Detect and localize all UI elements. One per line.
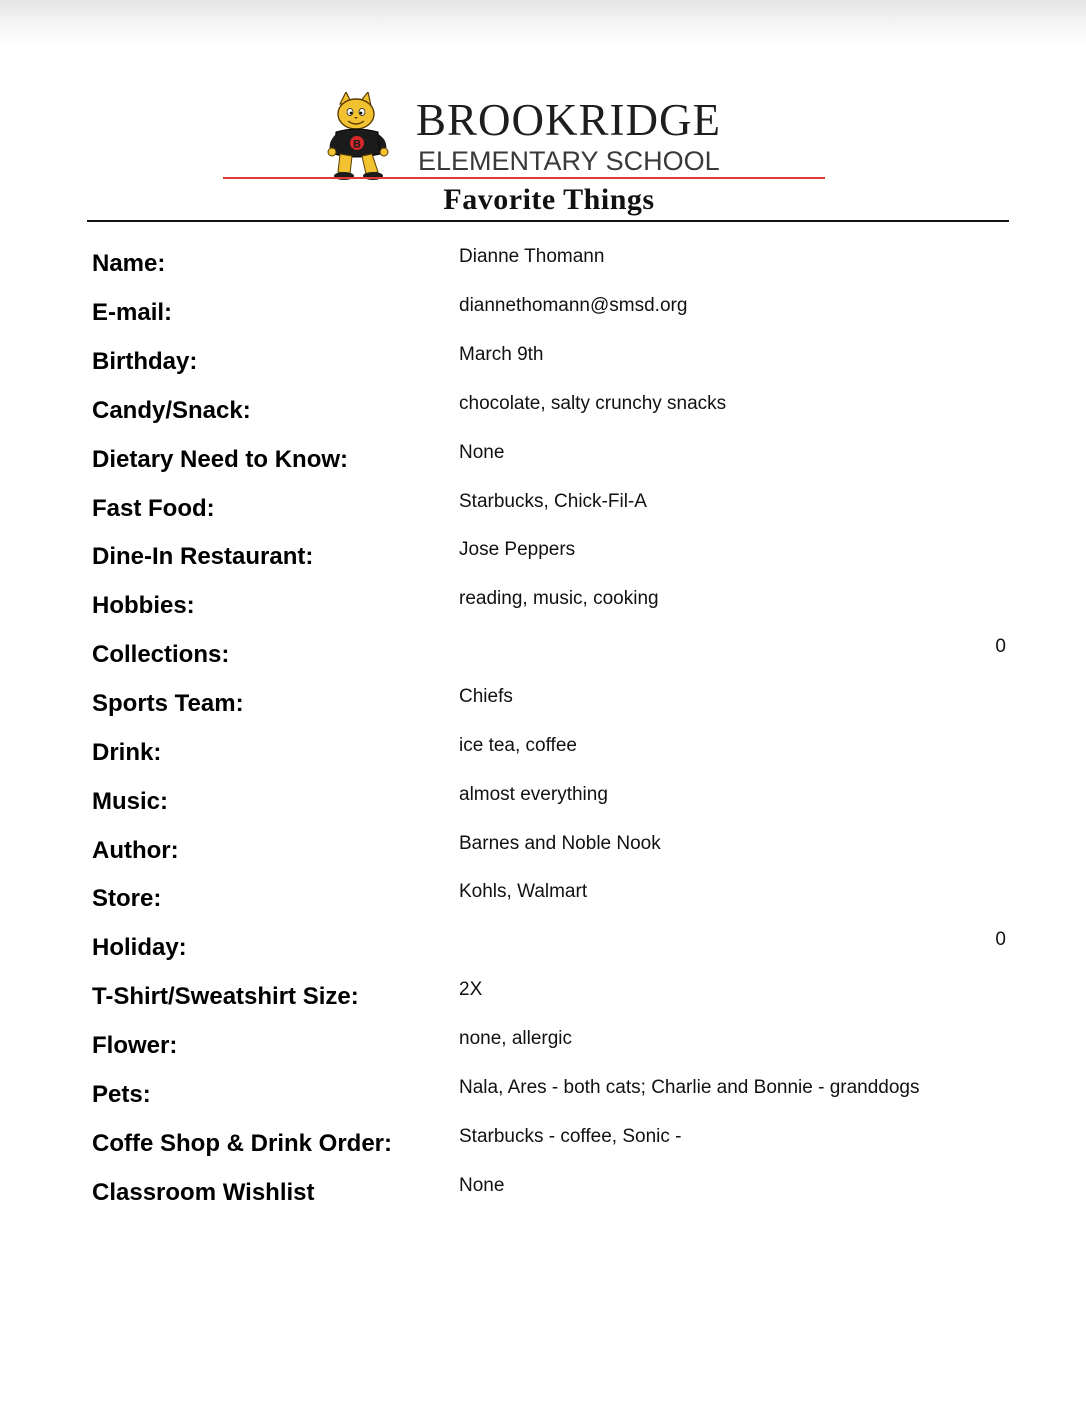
header-red-divider: [223, 177, 825, 179]
field-value: Chiefs: [459, 686, 513, 707]
field-label: Fast Food:: [92, 495, 215, 522]
top-shadow: [0, 0, 1086, 46]
field-row-collections: [0, 636, 1086, 681]
field-row-fast-food: [0, 491, 1086, 535]
field-label: Collections:: [92, 641, 230, 668]
field-row-music: [0, 784, 1086, 828]
field-value: None: [459, 1175, 505, 1196]
field-row-author: [0, 833, 1086, 877]
field-row-name: [0, 246, 1086, 290]
field-row-dine-in-restaurant: [0, 539, 1086, 583]
field-label: Coffe Shop & Drink Order:: [92, 1130, 393, 1157]
field-value: 2X: [459, 979, 483, 1000]
field-value: ice tea, coffee: [459, 735, 577, 756]
field-label: Birthday:: [92, 348, 198, 375]
field-value: reading, music, cooking: [459, 588, 659, 609]
field-row-store: [0, 881, 1086, 925]
field-label: Dietary Need to Know:: [92, 446, 349, 473]
field-label: Music:: [92, 788, 169, 815]
field-label: Holiday:: [92, 934, 187, 961]
field-label: Sports Team:: [92, 690, 244, 717]
field-row-sports-team: [0, 686, 1086, 730]
form-title: Favorite Things: [443, 183, 655, 216]
field-value: None: [459, 442, 505, 463]
field-label: Classroom Wishlist: [92, 1179, 315, 1206]
field-row-email: [0, 295, 1086, 339]
title-divider: [87, 220, 1009, 222]
school-subtitle: ELEMENTARY SCHOOL: [418, 146, 720, 176]
field-label: Dine-In Restaurant:: [92, 543, 314, 570]
field-label: Store:: [92, 885, 162, 912]
field-row-classroom-wishlist: [0, 1175, 1086, 1219]
field-row-pets: [0, 1077, 1086, 1121]
field-label: Flower:: [92, 1032, 178, 1059]
field-value: diannethomann@smsd.org: [459, 295, 688, 316]
field-label: Name:: [92, 250, 166, 277]
bobcat-mascot-logo: [326, 92, 392, 182]
field-label: Drink:: [92, 739, 162, 766]
field-value: 0: [995, 636, 1006, 657]
field-value: chocolate, salty crunchy snacks: [459, 393, 727, 414]
field-value: Dianne Thomann: [459, 246, 605, 267]
field-value: Jose Peppers: [459, 539, 576, 560]
field-row-candy-snack: [0, 393, 1086, 437]
field-label: E-mail:: [92, 299, 173, 326]
field-value: Kohls, Walmart: [459, 881, 588, 902]
field-label: T-Shirt/Sweatshirt Size:: [92, 983, 359, 1010]
field-row-drink: [0, 735, 1086, 779]
svg-text:B: B: [353, 138, 361, 151]
field-value: Starbucks - coffee, Sonic -: [459, 1126, 682, 1147]
field-label: Pets:: [92, 1081, 151, 1108]
field-row-flower: [0, 1028, 1086, 1072]
field-value: Nala, Ares - both cats; Charlie and Bonnie - granddogs: [459, 1077, 920, 1098]
field-label: Candy/Snack:: [92, 397, 251, 424]
field-value: none, allergic: [459, 1028, 573, 1049]
field-value: almost everything: [459, 784, 608, 805]
school-name: BROOKRIDGE: [416, 95, 722, 145]
field-value: March 9th: [459, 344, 544, 365]
field-label: Hobbies:: [92, 592, 195, 619]
field-value: Barnes and Noble Nook: [459, 833, 661, 854]
field-row-dietary-need: [0, 442, 1086, 486]
field-row-hobbies: [0, 588, 1086, 632]
field-row-coffee-shop: [0, 1126, 1086, 1170]
field-row-holiday: [0, 929, 1086, 974]
field-value: Starbucks, Chick-Fil-A: [459, 491, 647, 512]
field-value: 0: [995, 929, 1006, 950]
field-label: Author:: [92, 837, 179, 864]
field-row-shirt-size: [0, 979, 1086, 1023]
field-row-birthday: [0, 344, 1086, 388]
